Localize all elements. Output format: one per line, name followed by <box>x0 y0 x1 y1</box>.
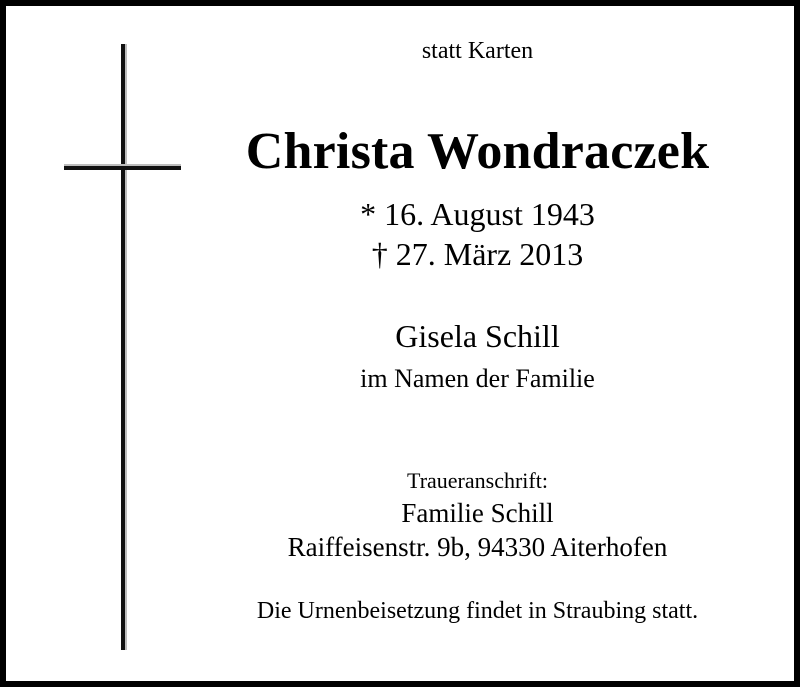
cross-horizontal-bar <box>64 166 181 170</box>
death-date: † 27. März 2013 <box>371 236 584 272</box>
birth-date: * 16. August 1943 <box>360 196 595 232</box>
address-street: Raiffeisenstr. 9b, 94330 Aiterhofen <box>287 532 668 562</box>
obituary-content <box>200 0 755 687</box>
cross-icon <box>0 0 200 687</box>
address-label: Traueranschrift: <box>407 468 548 493</box>
cross-vertical-bar <box>121 44 125 650</box>
prefix-text: statt Karten <box>421 38 534 64</box>
burial-notice: Die Urnenbeisetzung findet in Straubing statt. <box>256 598 699 624</box>
address-name: Familie Schill <box>401 498 554 528</box>
deceased-name: Christa Wondraczek <box>245 123 710 180</box>
signer-name: Gisela Schill <box>395 318 560 354</box>
signer-role: im Namen der Familie <box>360 364 595 393</box>
